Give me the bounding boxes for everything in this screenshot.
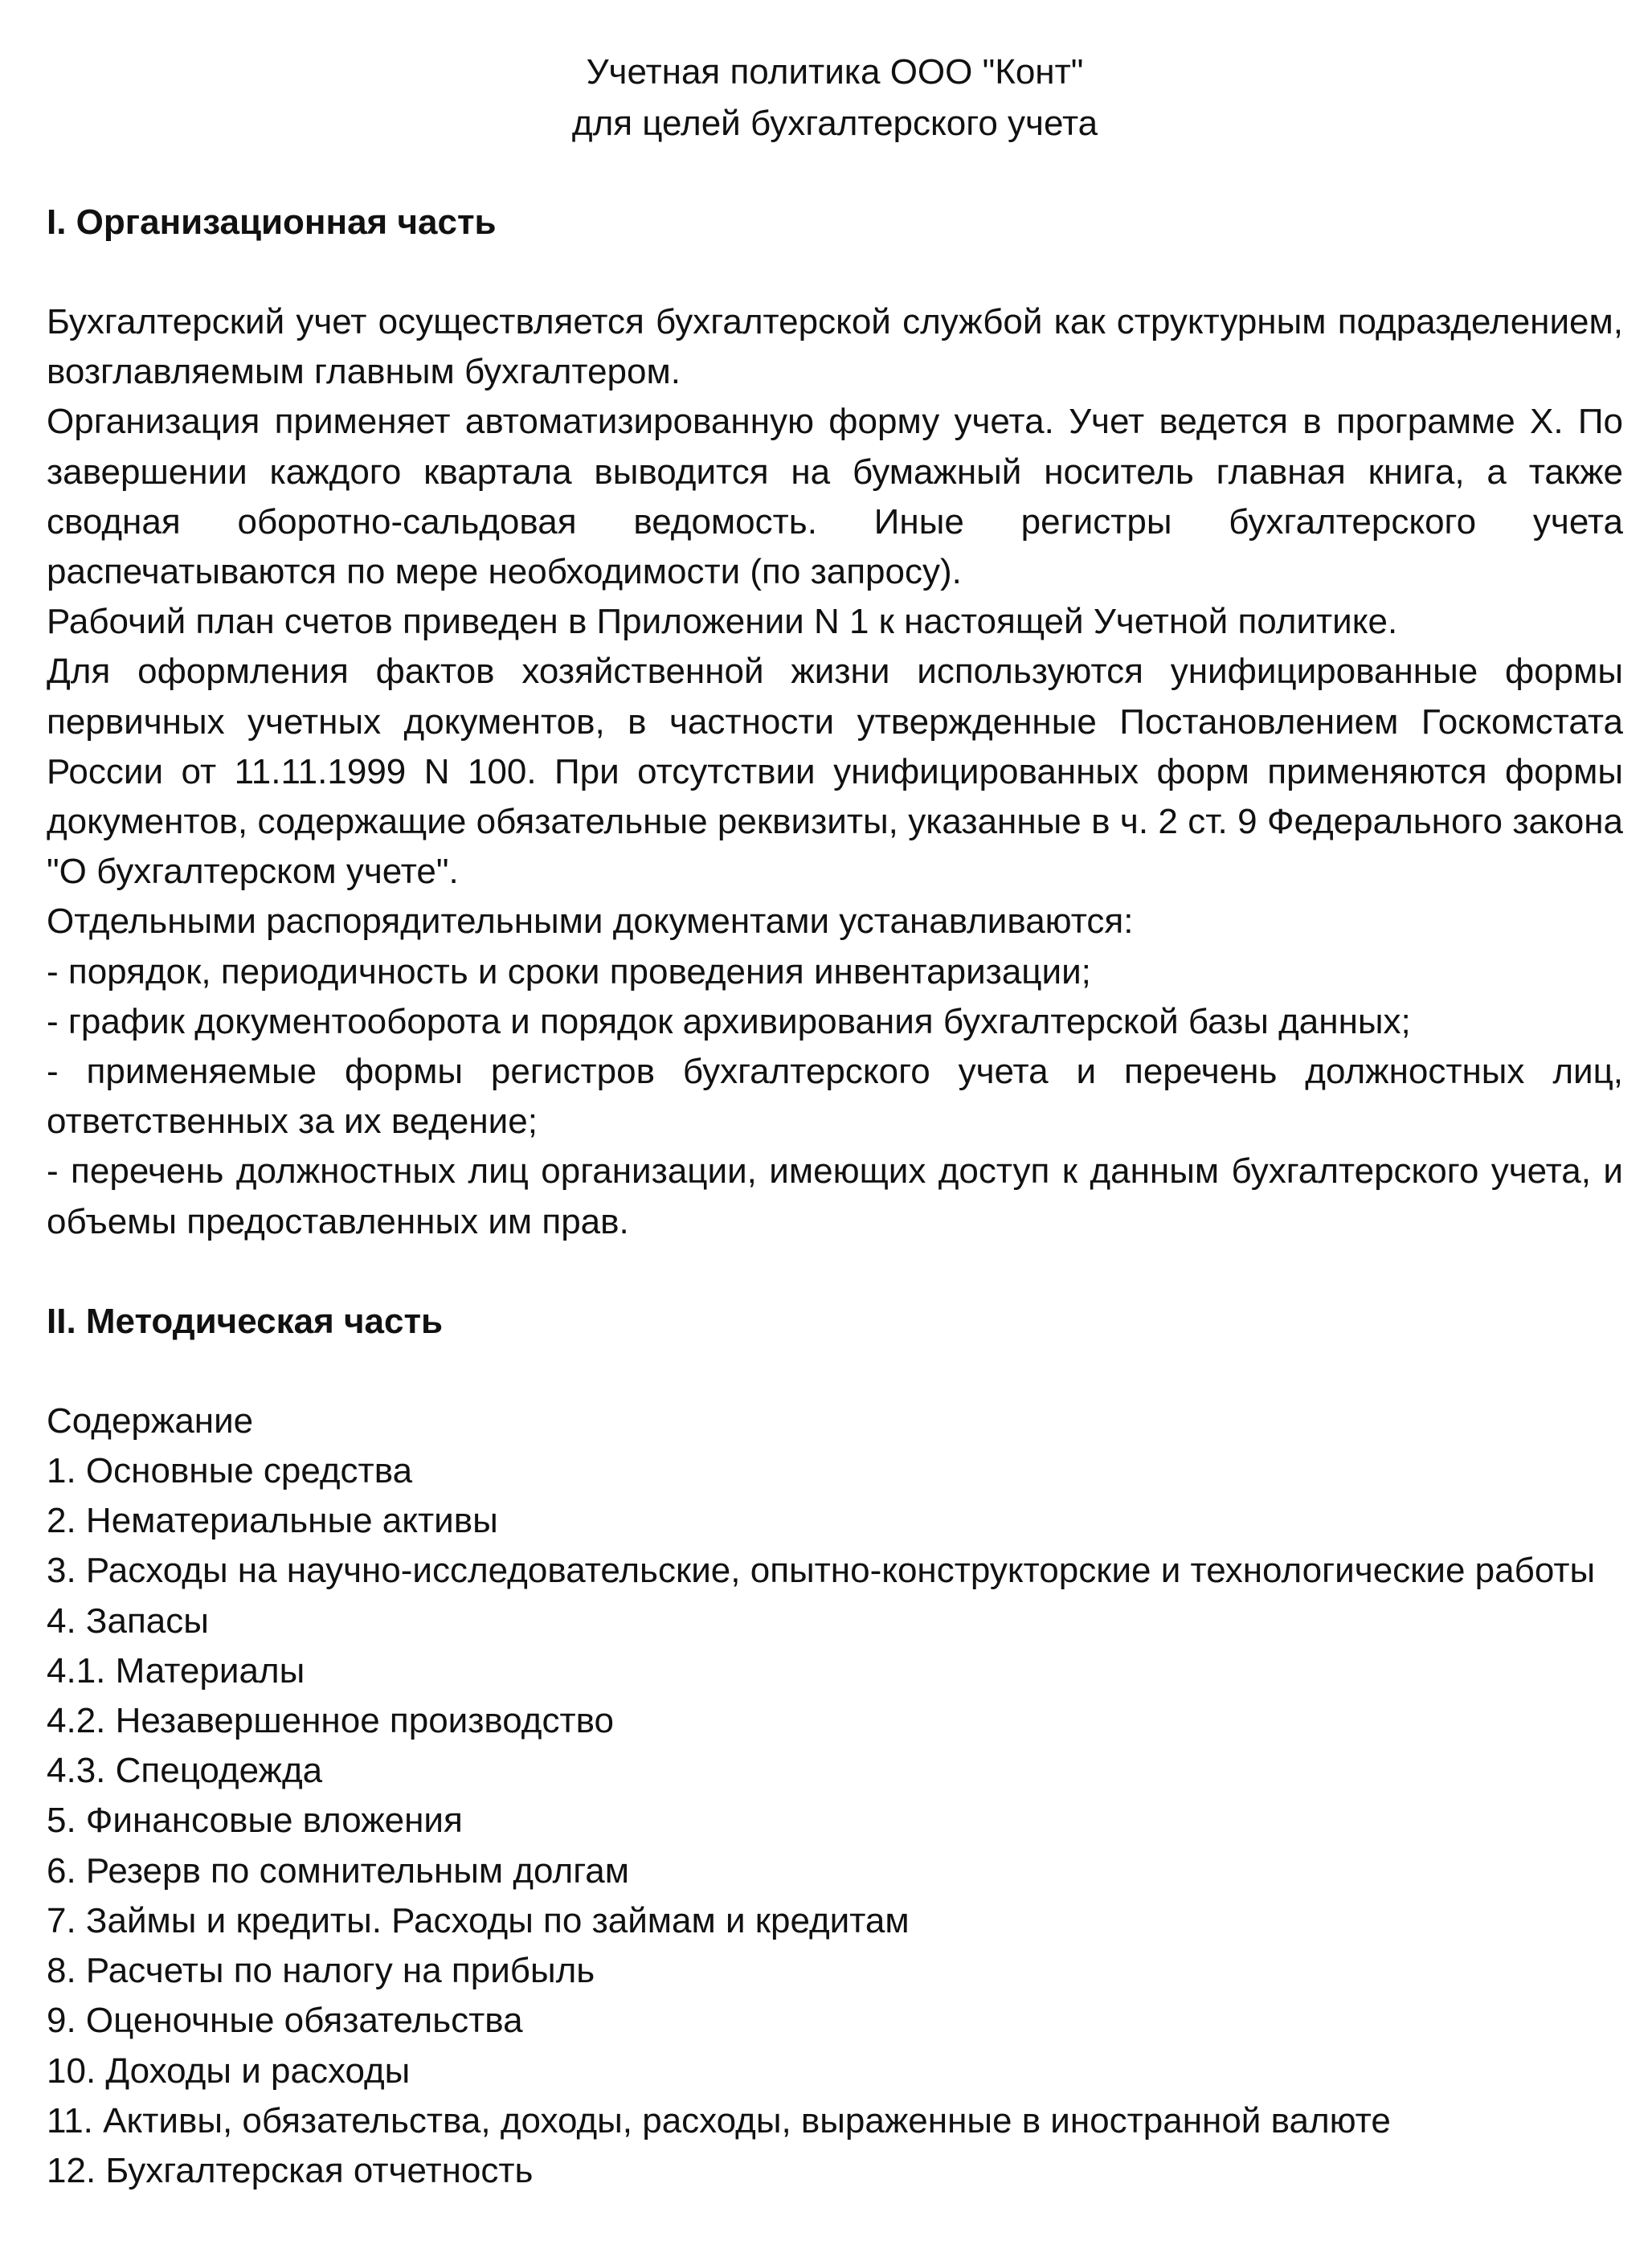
title-line-2: для целей бухгалтерского учета <box>571 104 1098 143</box>
contents-item: 9. Оценочные обязательства <box>47 2001 523 2041</box>
section-2-heading: II. Методическая часть <box>47 1301 444 1341</box>
contents-label: Содержание <box>47 1400 254 1441</box>
contents-item: 3. Расходы на научно-исследовательские, опытно-конструкторские и технологические работы <box>47 1551 1596 1591</box>
list-item: - перечень должностных лиц организации, имеющих доступ к данным бухгалтерского учета, и объемы предоставленных им прав. <box>47 1151 1623 1241</box>
contents-item: 4.3. Спецодежда <box>47 1751 323 1791</box>
paragraph: Бухгалтерский учет осуществляется бухгалтерской службой как структурным подразделением, возглавляемым главным бухгалтером. <box>47 302 1623 392</box>
title-line-1: Учетная политика ООО "Конт" <box>586 52 1084 92</box>
document-title <box>47 47 1623 149</box>
contents-item: 1. Основные средства <box>47 1451 413 1491</box>
paragraph: Отдельными распорядительными документами устанавливаются: <box>47 902 1134 942</box>
paragraph: Организация применяет автоматизированную форму учета. Учет ведется в программе X. По завершении каждого квартала выводится на бумажный носитель главная книга, а также сводная оборотно-сальдовая ведомость. Иные регистры бухгалтерского учета распечатываются по мере необходимости (по запросу). <box>47 402 1623 592</box>
contents-item: 4.2. Незавершенное производство <box>47 1701 614 1741</box>
contents-item: 11. Активы, обязательства, доходы, расходы, выраженные в иностранной валюте <box>47 2100 1391 2140</box>
contents-item: 8. Расчеты по налогу на прибыль <box>47 1951 595 1991</box>
paragraph: Для оформления фактов хозяйственной жизни используются унифицированные формы первичных учетных документов, в частности утвержденные Постановлением Госкомстата России от 11.11.1999 N 100. При отсутствии унифицированных форм применяются формы документов, содержащие обязательные реквизиты, указанные в ч. 2 ст. 9 Федерального закона "О бухгалтерском учете". <box>47 652 1623 892</box>
contents-item: 6. Резерв по сомнительным долгам <box>47 1850 629 1891</box>
contents-item: 12. Бухгалтерская отчетность <box>47 2150 534 2190</box>
contents-item: 10. Доходы и расходы <box>47 2051 411 2091</box>
contents-item: 5. Финансовые вложения <box>47 1801 463 1841</box>
contents-item: 4. Запасы <box>47 1601 209 1641</box>
list-item: - порядок, периодичность и сроки проведения инвентаризации; <box>47 951 1091 992</box>
contents-item: 4.1. Материалы <box>47 1650 305 1691</box>
contents-item: 2. Нематериальные активы <box>47 1501 498 1541</box>
list-item: - график документооборота и порядок архивирования бухгалтерской базы данных; <box>47 1001 1411 1041</box>
section-methodological <box>47 1297 1623 2196</box>
contents-item: 7. Займы и кредиты. Расходы по займам и кредитам <box>47 1900 910 1940</box>
paragraph: Рабочий план счетов приведен в Приложении N 1 к настоящей Учетной политике. <box>47 602 1398 642</box>
section-1-heading: I. Организационная часть <box>47 202 497 242</box>
section-organizational <box>47 198 1623 1247</box>
document-page <box>47 47 1623 2196</box>
list-item: - применяемые формы регистров бухгалтерского учета и перечень должностных лиц, ответственных за их ведение; <box>47 1052 1623 1142</box>
